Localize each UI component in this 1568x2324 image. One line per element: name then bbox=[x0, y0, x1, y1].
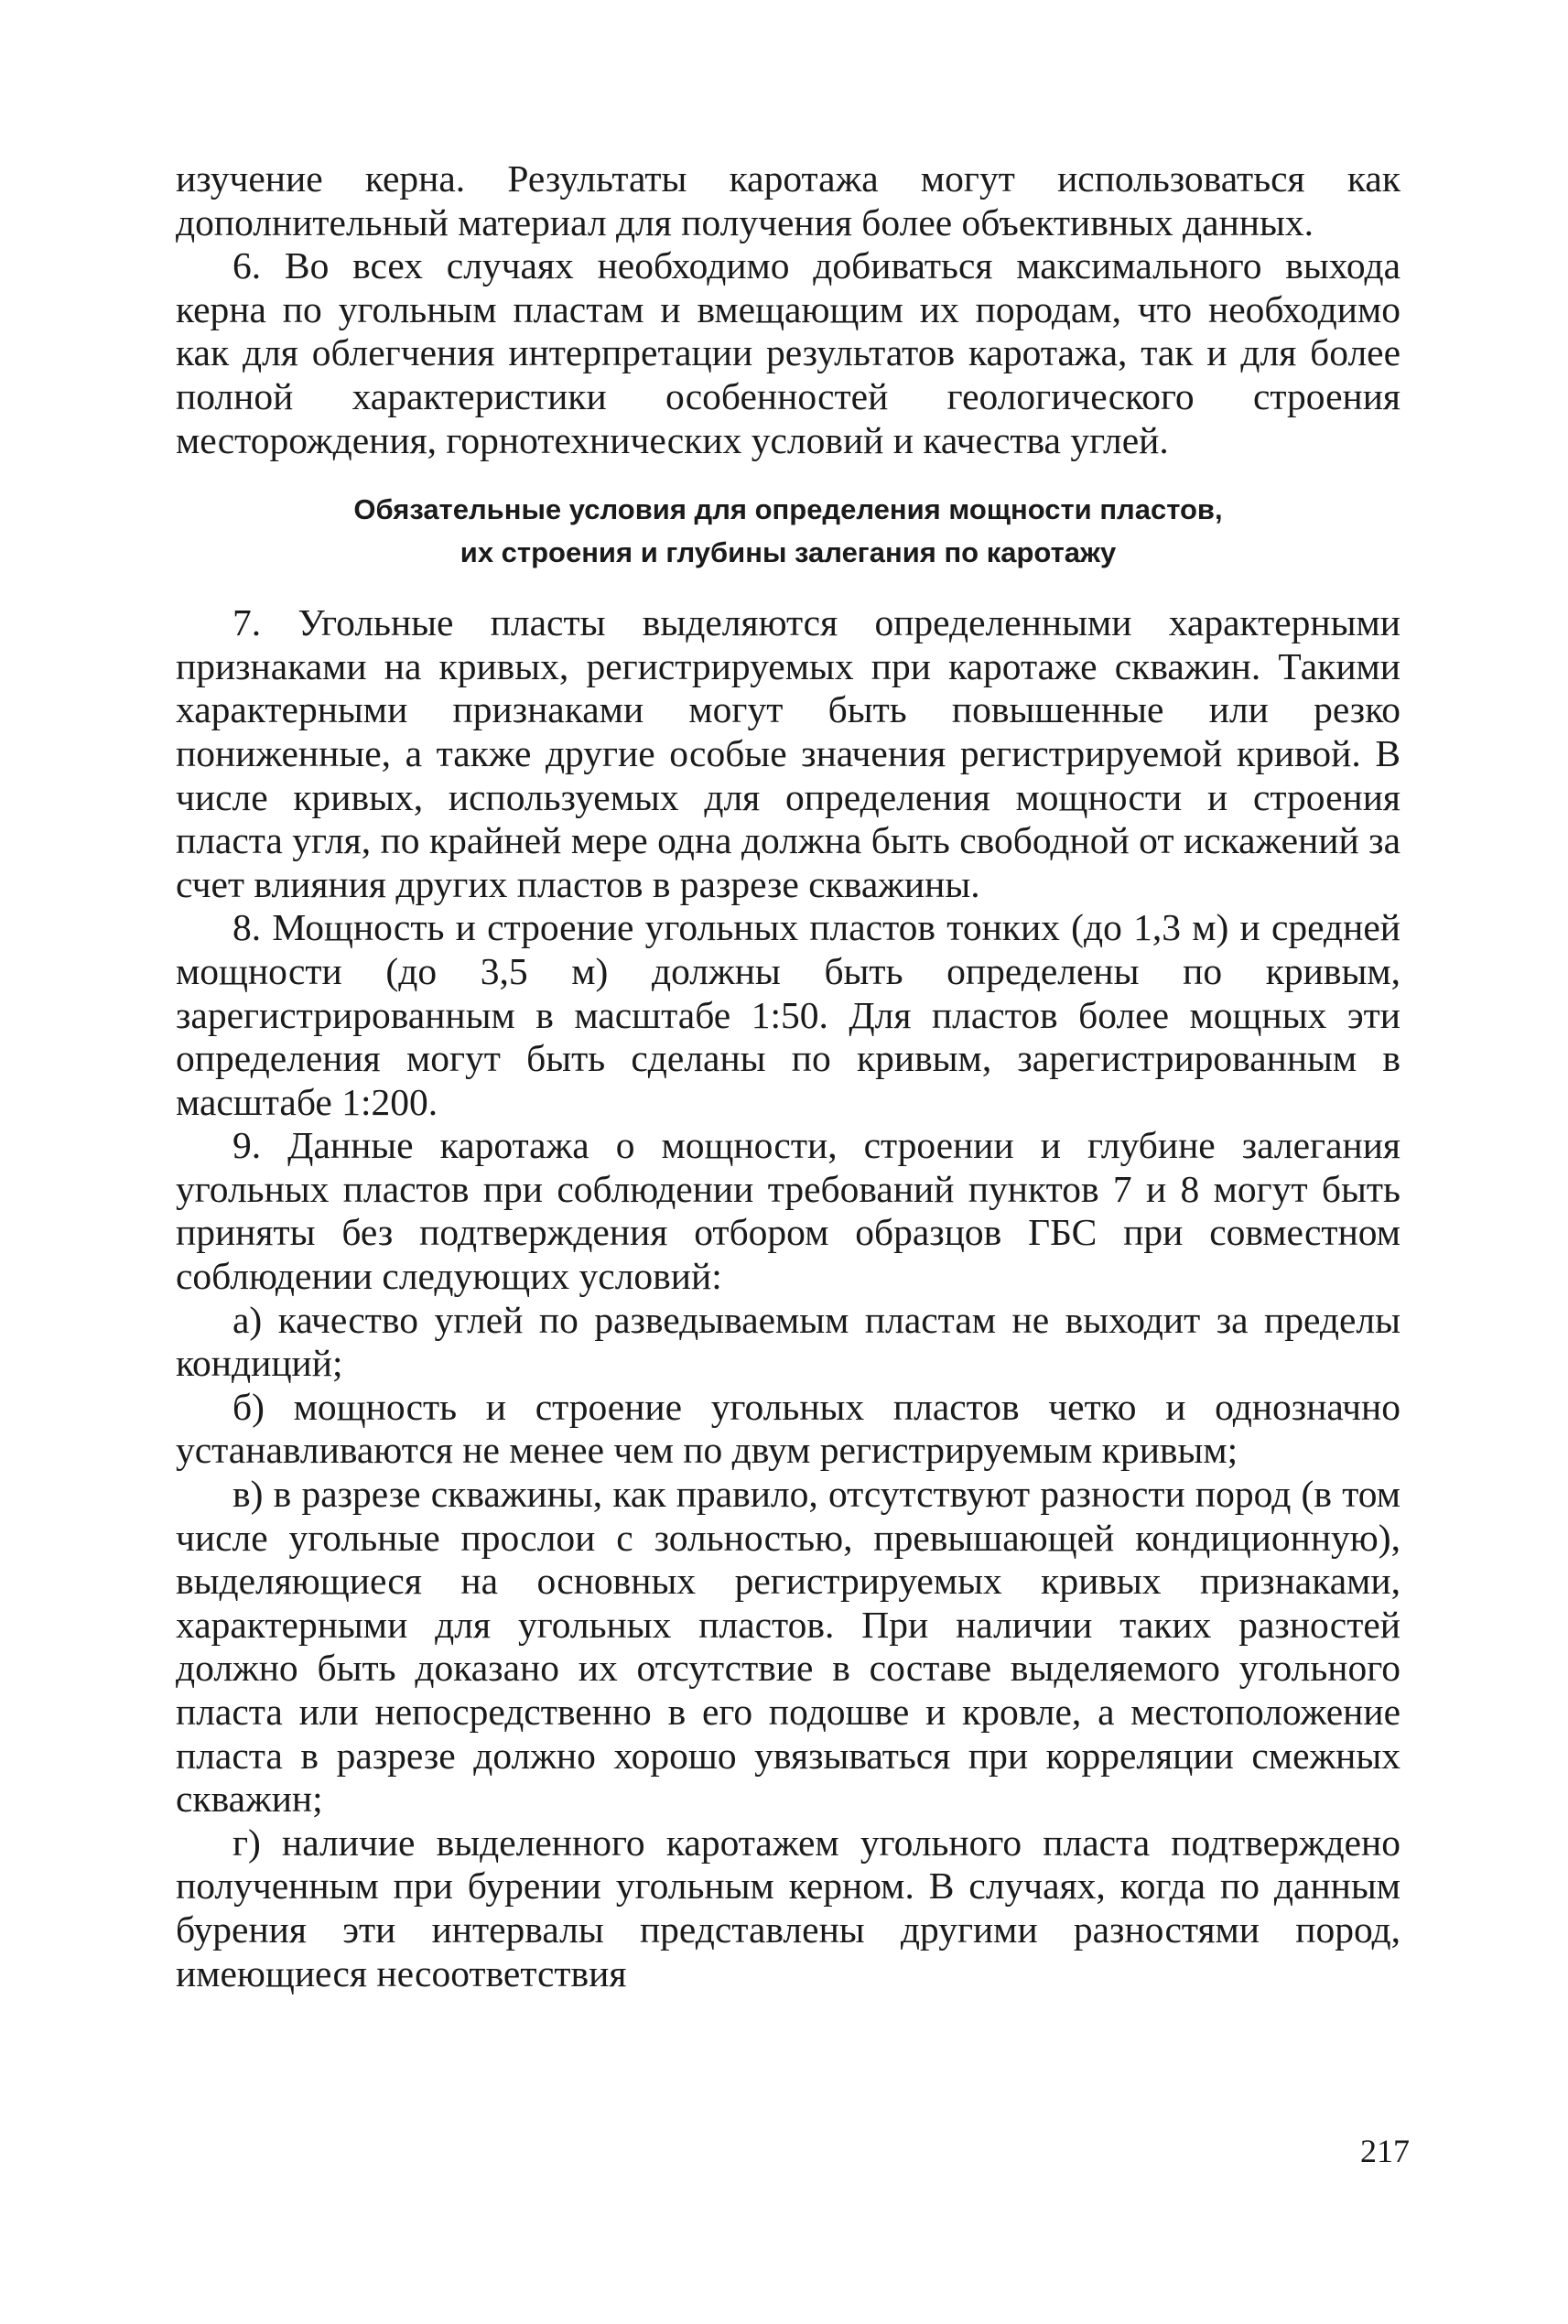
paragraph-subitem-v: в) в разрезе скважины, как правило, отсутствуют разности пород (в том числе угольные прослои с зольностью, превышающей кондиционную), выделяющиеся на основных регистрируемых кривых признаками, характерными для угольных пластов. При наличии таких разностей должно быть доказано их отсутствие в составе выделяемого угольного пласта или непосредственно в его подошве и кровле, а местоположение пласта в разрезе должно хорошо увязываться при корреляции смежных скважин; bbox=[176, 1473, 1400, 1821]
page-number: 217 bbox=[1360, 2133, 1410, 2169]
document-page bbox=[176, 157, 1400, 2263]
paragraph-subitem-b: б) мощность и строение угольных пластов четко и однозначно устанавливаются не менее чем по двум регистрируемым кривым; bbox=[176, 1385, 1400, 1472]
paragraph-subitem-a: а) качество углей по разведываемым пластам не выходит за пределы кондиций; bbox=[176, 1298, 1400, 1385]
section-heading-line-1: Обязательные условия для определения мощности пластов, bbox=[353, 493, 1223, 526]
paragraph-item-8: 8. Мощность и строение угольных пластов тонких (до 1,3 м) и средней мощности (до 3,5 м) должны быть определены по кривым, зарегистрированным в масштабе 1:50. Для пластов более мощных эти определения могут быть сделаны по кривым, зарегистрированным в масштабе 1:200. bbox=[176, 906, 1400, 1123]
paragraph-continuation: изучение керна. Результаты каротажа могут использоваться как дополнительный материал для получения более объективных данных. bbox=[176, 157, 1400, 243]
section-heading-line-2: их строения и глубины залегания по каротажу bbox=[460, 536, 1117, 569]
paragraph-item-9: 9. Данные каротажа о мощности, строении и глубине залегания угольных пластов при соблюдении требований пунктов 7 и 8 могут быть приняты без подтверждения отбором образцов ГБС при совместном соблюдении следующих условий: bbox=[176, 1124, 1400, 1298]
section-heading bbox=[176, 488, 1400, 574]
paragraph-subitem-g: г) наличие выделенного каротажем угольного пласта подтверждено полученным при бурении угольным керном. В случаях, когда по данным бурения эти интервалы представлены другими разностями пород, имеющиеся несоответствия bbox=[176, 1821, 1400, 1994]
paragraph-item-7: 7. Угольные пласты выделяются определенными характерными признаками на кривых, регистрируемых при каротаже скважин. Такими характерными признаками могут быть повышенные или резко пониженные, а также другие особые значения регистрируемой кривой. В числе кривых, используемых для определения мощности и строения пласта угля, по крайней мере одна должна быть свободной от искажений за счет влияния других пластов в разрезе скважины. bbox=[176, 601, 1400, 905]
paragraph-item-6: 6. Во всех случаях необходимо добиваться максимального выхода керна по угольным пластам и вмещающим их породам, что необходимо как для облегчения интерпретации результатов каротажа, так и для более полной характеристики особенностей геологического строения месторождения, горнотехнических условий и качества углей. bbox=[176, 244, 1400, 461]
